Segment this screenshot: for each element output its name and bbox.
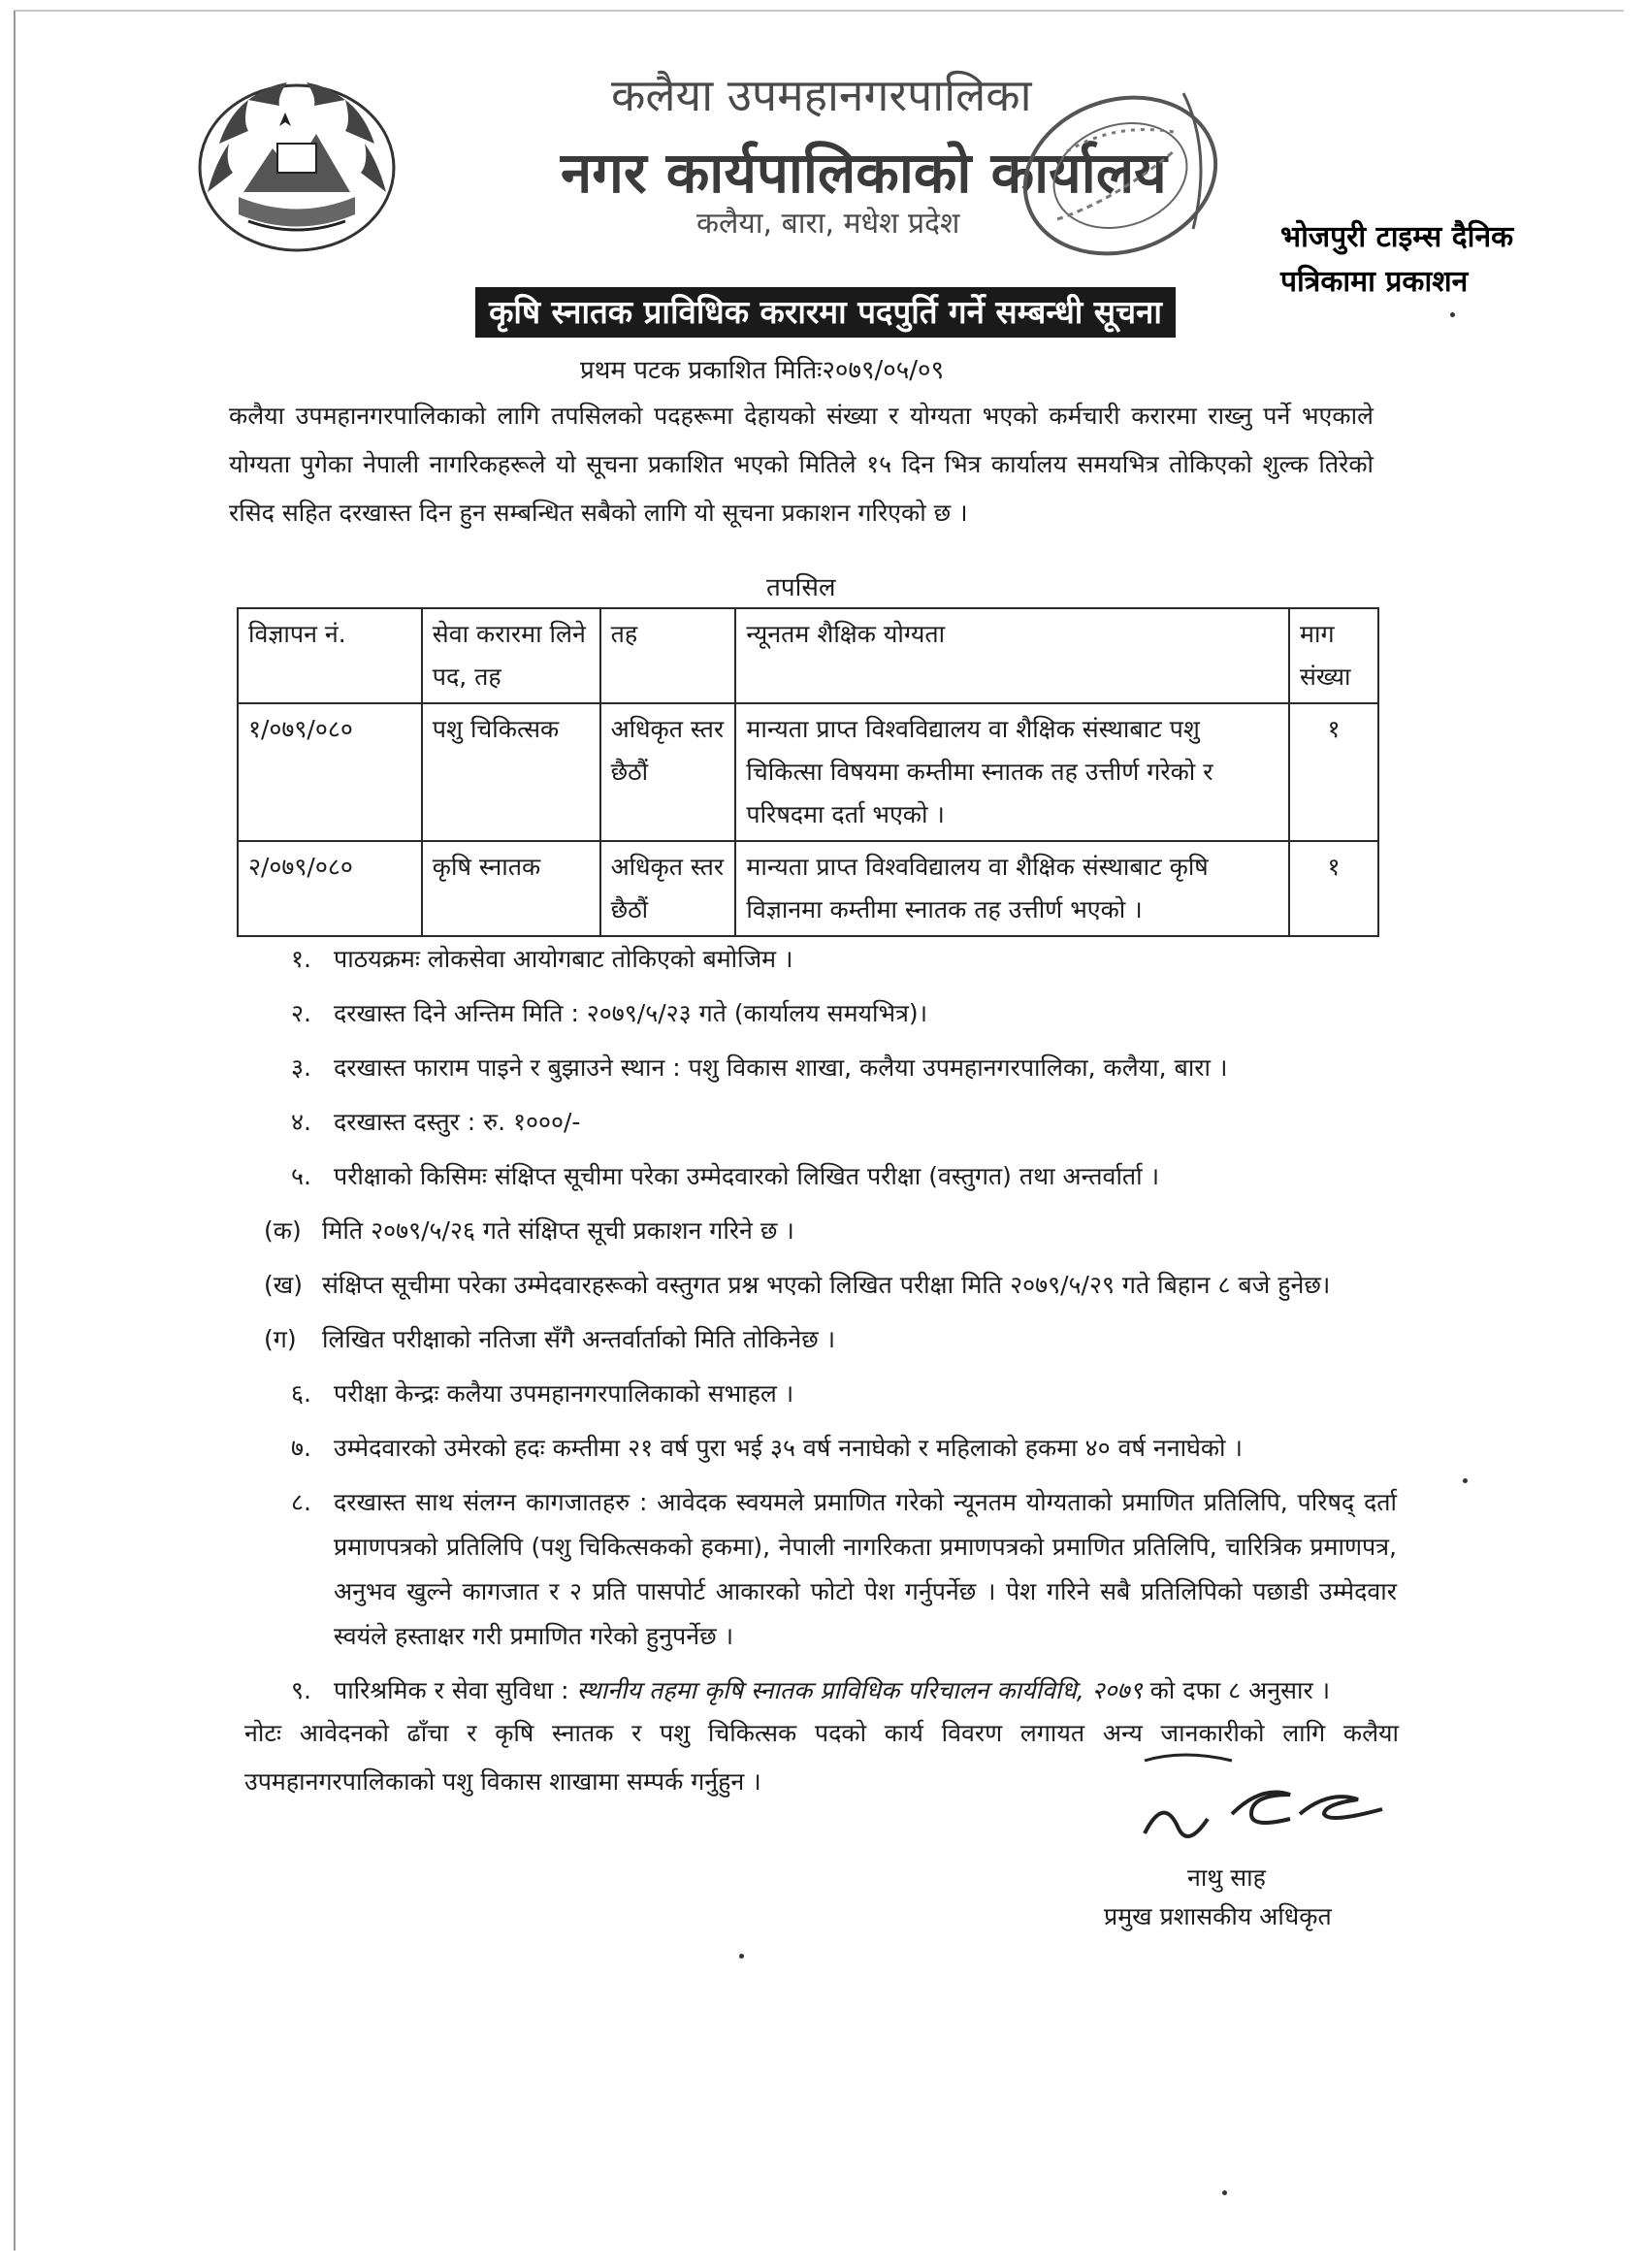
item-text-suffix: को दफा ८ अनुसार । — [1142, 1676, 1331, 1704]
table-header-row — [238, 608, 1378, 703]
header-quantity: माग संख्या — [1289, 608, 1378, 703]
item-text: उम्मेदवारको उमेरको हदः कम्तीमा २१ वर्ष पुरा भई ३५ वर्ष ननाघेको र महिलाको हकमा ४० वर्ष ननाघेको । — [334, 1434, 1243, 1462]
item-number: ६. — [291, 1379, 311, 1408]
item-text-italic: स्थानीय तहमा कृषि स्नातक प्राविधिक परिचालन कार्यविधि, २०७९ — [576, 1676, 1143, 1704]
subitem-text: संक्षिप्त सूचीमा परेका उम्मेदवारहरूको वस्तुगत प्रश्न भएको लिखित परीक्षा मिति २०७९/५/२९ गते बिहान ८ बजे हुनेछ। — [322, 1271, 1331, 1299]
header-ad-no: विज्ञापन नं. — [238, 608, 422, 703]
item-text: परीक्षा केन्द्रः कलैया उपमहानगरपालिकाको सभाहल । — [334, 1379, 794, 1408]
list-item — [291, 1154, 1397, 1199]
header-level: तह — [600, 608, 736, 703]
cell-level: अधिकृत स्तर छैठौं — [600, 841, 736, 936]
office-address: कलैया, बारा, मधेश प्रदेश — [696, 207, 960, 241]
posts-table — [237, 607, 1379, 937]
nepal-emblem-icon — [190, 76, 404, 260]
subitem-text: मिति २०७९/५/२६ गते संक्षिप्त सूची प्रकाशन गरिने छ । — [322, 1216, 794, 1245]
cell-qualification: मान्यता प्राप्त विश्वविद्यालय वा शैक्षिक संस्थाबाट कृषि विज्ञानमा कम्तीमा स्नातक तह उत्तीर्ण भएको । — [735, 841, 1289, 936]
item-text: दरखास्त साथ संलग्न कागजातहरु : आवेदक स्वयमले प्रमाणित गरेको न्यूनतम योग्यताको प्रमाणित प्रतिलिपि, परिषद् दर्ता प्रमाणपत्रको प्रतिलिपि (पशु चिकित्सकको हकमा), नेपाली नागरिकता प्रमाणपत्रको प्रमाणित प्रतिलिपि, चारित्रिक प्रमाणपत्र, अनुभव खुल्ने कागजात र २ प्रति पासपोर्ट आकारको फोटो पेश गर्नुपर्नेछ । पेश गरिने सबै प्रतिलिपिको पछाडी उम्मेदवार स्वयंले हस्ताक्षर गरी प्रमाणित गरेको हुनुपर्नेछ । — [334, 1488, 1397, 1650]
cell-qualification: मान्यता प्राप्त विश्वविद्यालय वा शैक्षिक संस्थाबाट पशु चिकित्सा विषयमा कम्तीमा स्नातक तह उत्तीर्ण गरेको र परिषदमा दर्ता भएको । — [735, 703, 1289, 841]
header-post: सेवा करारमा लिने पद, तह — [422, 608, 600, 703]
item-number: १. — [291, 945, 311, 973]
scan-speck — [1463, 1478, 1468, 1483]
list-item — [291, 1046, 1397, 1090]
signature-icon — [1038, 1746, 1426, 1853]
table-caption: तपसिल — [766, 573, 836, 602]
signatory-title: प्रमुख प्रशासकीय अधिकृत — [1104, 1902, 1332, 1930]
item-number: ४. — [291, 1108, 311, 1136]
list-item — [291, 1372, 1397, 1416]
item-text: दरखास्त फाराम पाइने र बुझाउने स्थान : पशु विकास शाखा, कलैया उपमहानगरपालिका, कलैया, बारा । — [334, 1053, 1228, 1082]
scan-speck — [1450, 312, 1455, 317]
publication-note — [1280, 215, 1513, 305]
item-number: ८. — [291, 1488, 311, 1516]
subitem-number: (ग) — [264, 1325, 297, 1353]
conditions-list — [264, 937, 1397, 1723]
cell-quantity: १ — [1289, 703, 1378, 841]
subitem-number: (क) — [264, 1216, 302, 1245]
cell-ad-no: १/०७९/०८० — [238, 703, 422, 841]
publication-note-line1: भोजपुरी टाइम्स दैनिक — [1280, 220, 1514, 254]
footnote: नोटः आवेदनको ढाँचा र कृषि स्नातक र पशु चिकित्सक पदको कार्य विवरण लगायत अन्य जानकारीको लागि कलैया उपमहानगरपालिकाको पशु विकास शाखामा सम्पर्क गर्नुहुन । — [244, 1719, 1399, 1796]
item-number: ९. — [291, 1676, 311, 1704]
item-number: ३. — [291, 1053, 311, 1082]
signatory-name: नाथु साह — [1187, 1863, 1266, 1892]
cell-post: कृषि स्नातक — [422, 841, 600, 936]
list-item — [291, 991, 1397, 1036]
list-item — [291, 1480, 1397, 1659]
cell-level: अधिकृत स्तर छैठौं — [600, 703, 736, 841]
list-subitem — [264, 1317, 1397, 1362]
municipality-name: कलैया उपमहानगरपालिका — [611, 69, 1032, 121]
table-row — [238, 703, 1378, 841]
cell-post: पशु चिकित्सक — [422, 703, 600, 841]
published-date: प्रथम पटक प्रकाशित मितिः२०७९/०५/०९ — [580, 356, 945, 385]
item-number: ७. — [291, 1434, 311, 1462]
list-subitem — [264, 1263, 1397, 1308]
item-text: पाठयक्रमः लोकसेवा आयोगबाट तोकिएको बमोजिम । — [334, 945, 793, 973]
office-name: नगर कार्यपालिकाको कार्यालय — [561, 140, 1167, 206]
item-text: दरखास्त दिने अन्तिम मिति : २०७९/५/२३ गते (कार्यालय समयभित्र)। — [334, 999, 928, 1027]
subitem-text: लिखित परीक्षाको नतिजा सँगै अन्तर्वार्ताको मिति तोकिनेछ । — [322, 1325, 836, 1353]
item-number: ५. — [291, 1162, 311, 1190]
list-subitem — [264, 1209, 1397, 1253]
notice-title: कृषि स्नातक प्राविधिक करारमा पदपुर्ति गर्ने सम्बन्धी सूचना — [475, 287, 1176, 338]
table-row — [238, 841, 1378, 936]
header-qualification: न्यूनतम शैक्षिक योग्यता — [735, 608, 1289, 703]
subitem-number: (ख) — [264, 1271, 303, 1299]
scan-speck — [739, 1954, 744, 1959]
list-item — [291, 937, 1397, 982]
item-text: दरखास्त दस्तुर : रु. १०००/- — [334, 1108, 581, 1136]
cell-ad-no: २/०७९/०८० — [238, 841, 422, 936]
scan-speck — [1222, 2190, 1227, 2195]
list-item — [291, 1100, 1397, 1145]
item-text: परीक्षाको किसिमः संक्षिप्त सूचीमा परेका उम्मेदवारको लिखित परीक्षा (वस्तुगत) तथा अन्तर्वार्ता । — [334, 1162, 1160, 1190]
intro-paragraph: कलैया उपमहानगरपालिकाको लागि तपसिलको पदहरूमा देहायको संख्या र योग्यता भएको कर्मचारी करारमा राख्नु पर्ने भएकाले योग्यता पुगेका नेपाली नागरिकहरूले यो सूचना प्रकाशित भएको मितिले १५ दिन भित्र कार्यालय समयभित्र तोकिएको शुल्क तिरेको रसिद सहित दरखास्त दिन हुन सम्बन्धित सबैको लागि यो सूचना प्रकाशन गरिएको छ । — [229, 402, 1374, 527]
item-number: २. — [291, 999, 311, 1027]
office-stamp-icon — [999, 74, 1242, 277]
item-text-prefix: पारिश्रमिक र सेवा सुविधा : — [334, 1676, 577, 1704]
cell-quantity: १ — [1289, 841, 1378, 936]
publication-note-line2: पत्रिकामा प्रकाशन — [1280, 265, 1469, 299]
list-item — [291, 1669, 1397, 1713]
list-item — [291, 1426, 1397, 1471]
